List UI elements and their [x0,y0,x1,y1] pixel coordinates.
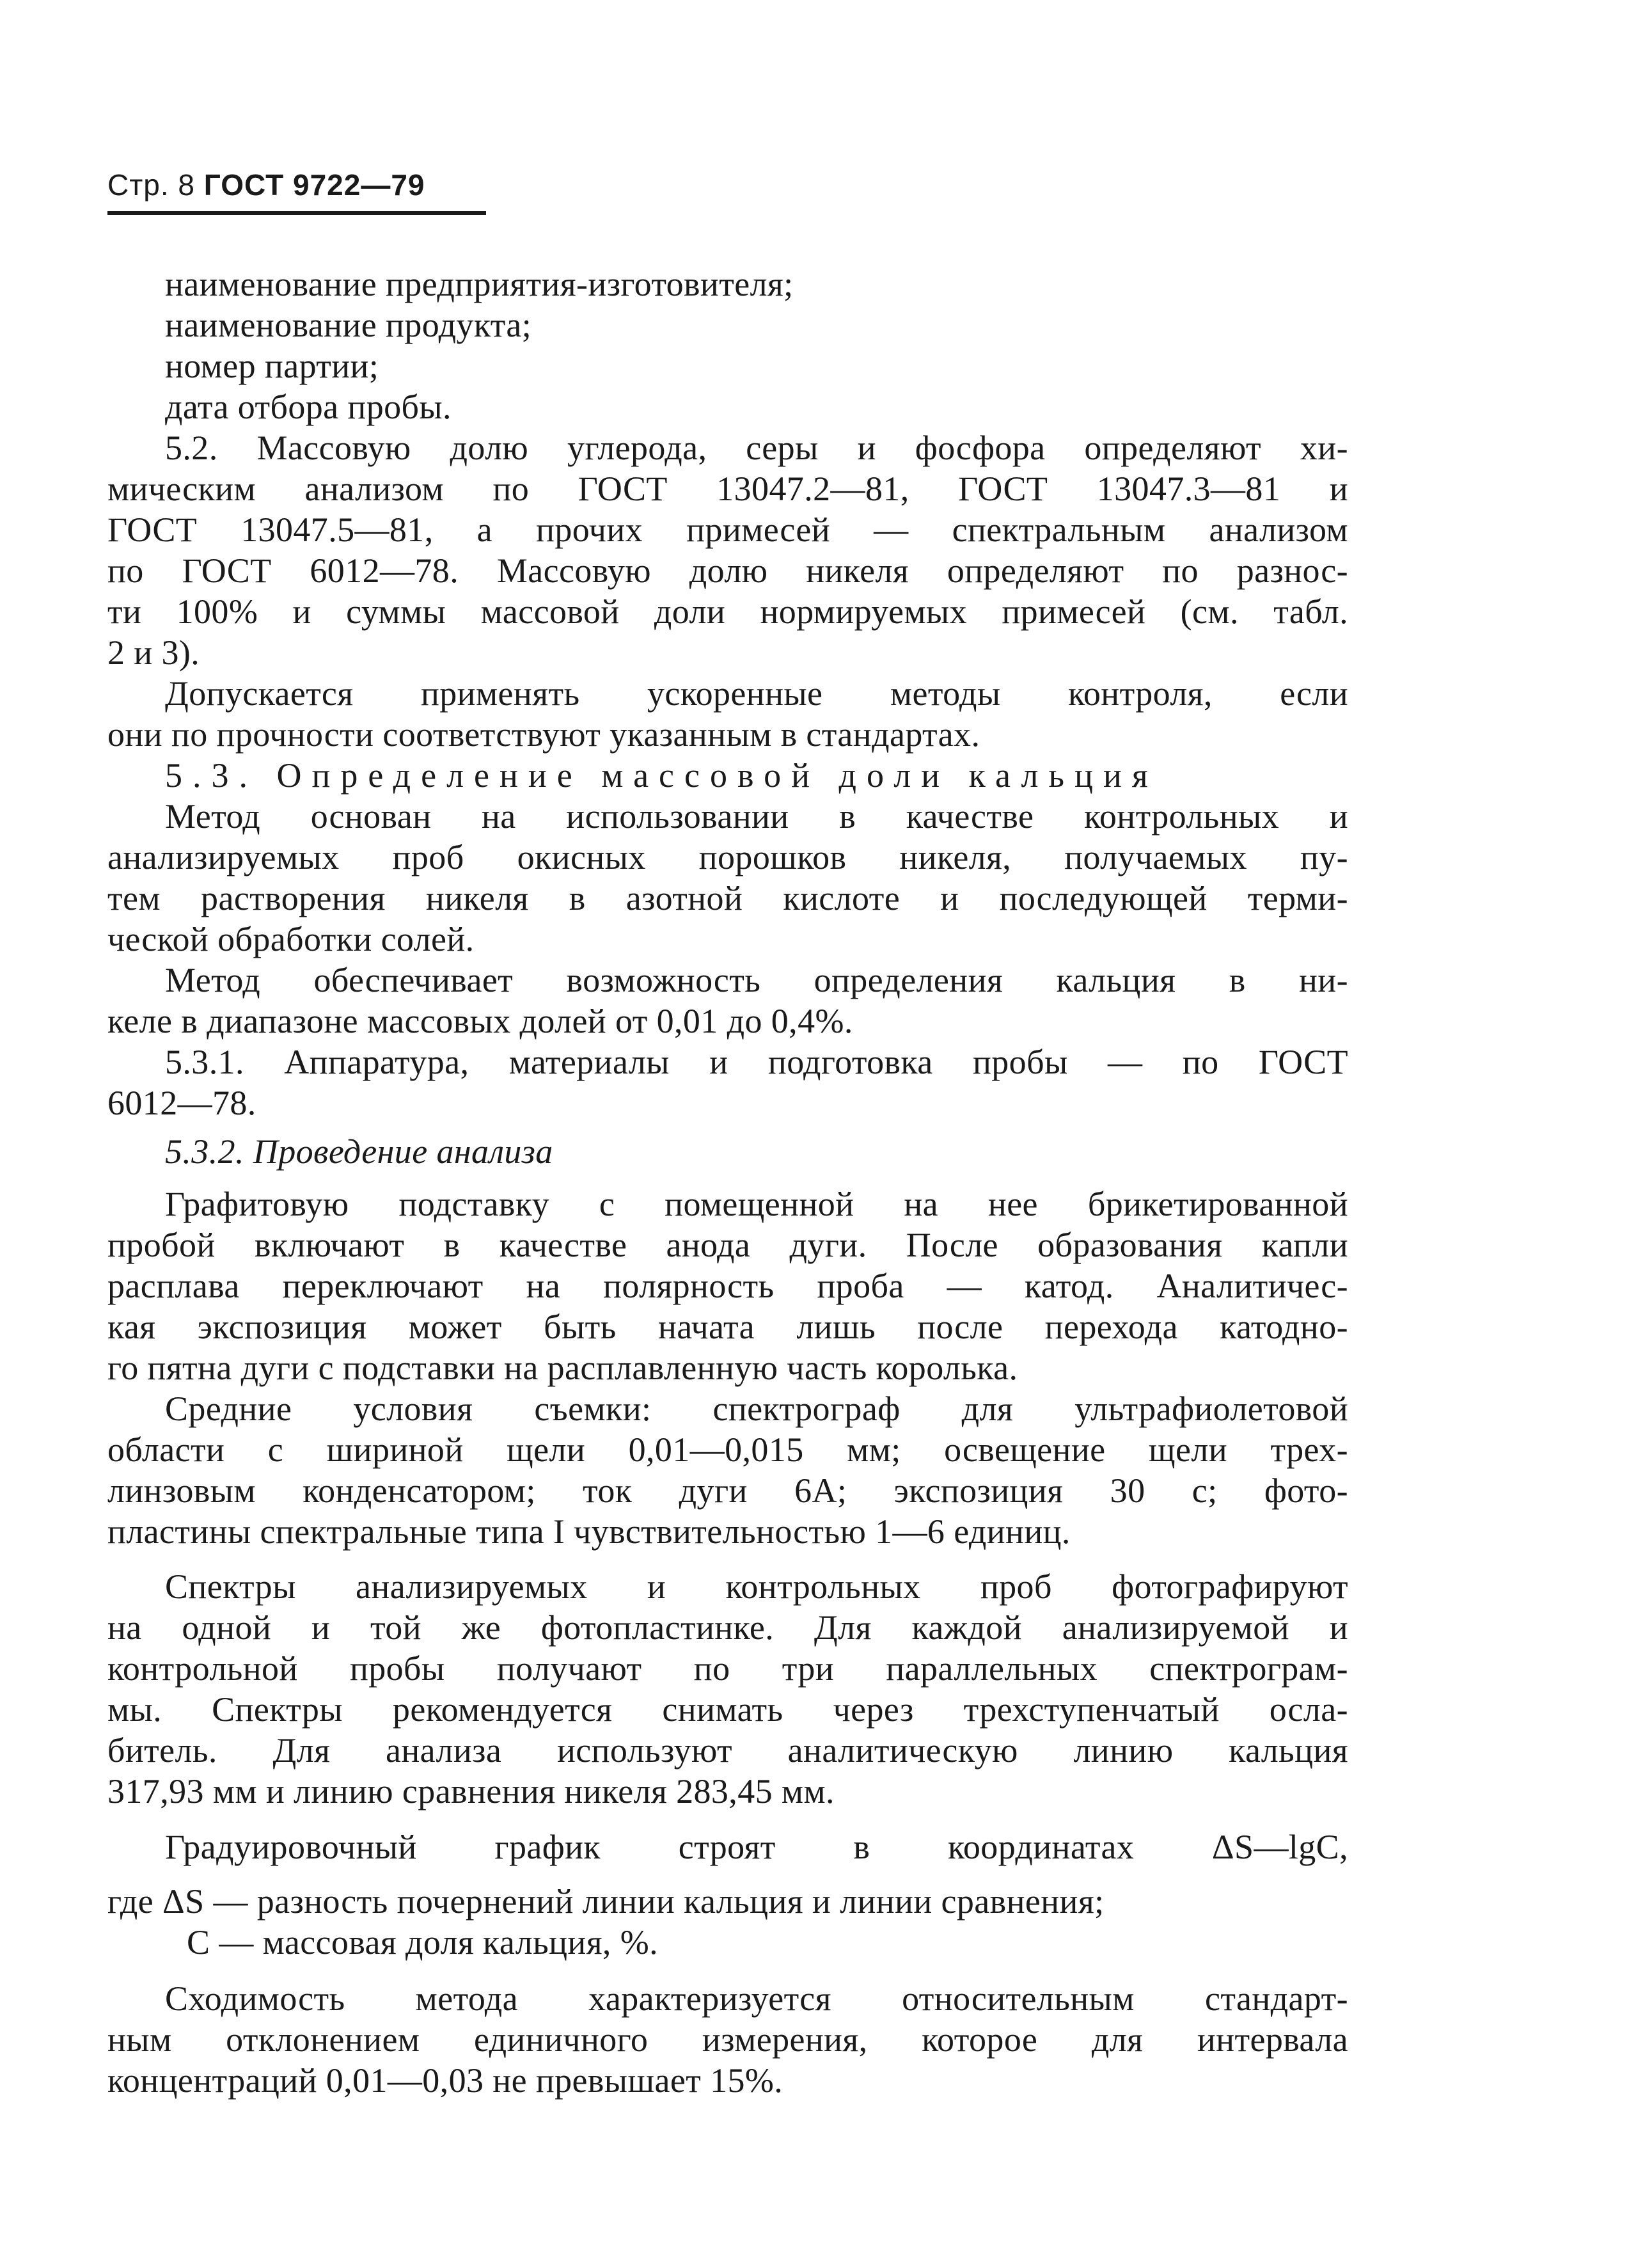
text-line: области с шириной щели 0,01—0,015 мм; освещение щели трех- [107,1430,1348,1469]
text-line: контрольной пробы получают по три параллельных спектрограм- [107,1649,1348,1688]
text-line: ГОСТ 13047.5—81, а прочих примесей — спектральным анализом [107,511,1348,549]
page-header [107,168,425,202]
text-line: ческой обработки солей. [107,920,475,958]
text-line: битель. Для анализа используют аналитическую линию кальция [107,1731,1348,1770]
text-line: они по прочности соответствуют указанным в стандартах. [107,715,980,754]
text-line: кая экспозиция может быть начата лишь после перехода катодно- [107,1308,1348,1346]
standard-designation: ГОСТ 9722—79 [203,168,425,202]
text-line: анализируемых проб окисных порошков никеля, получаемых пу- [107,838,1348,876]
text-line: пробой включают в качестве анода дуги. После образования капли [107,1226,1348,1264]
text-line: 2 и 3). [107,633,200,672]
text-line: на одной и той же фотопластинке. Для каждой анализируемой и [107,1608,1348,1647]
text-line: 6012—78. [107,1084,256,1122]
text-line: тем растворения никеля в азотной кислоте и последующей терми- [107,879,1348,917]
text-line: Спектры анализируемых и контрольных проб фотографируют [165,1567,1348,1606]
text-line: Допускается применять ускоренные методы контроля, если [165,674,1348,713]
text-line: Метод основан на использовании в качестве контрольных и [165,797,1348,836]
text-line: концентраций 0,01—0,03 не превышает 15%. [107,2061,783,2100]
text-line: Средние условия съемки: спектрограф для ультрафиолетовой [165,1390,1348,1428]
text-line: номер партии; [165,347,379,385]
formula-line: Градуировочный график строят в координатах ΔS—lgC, [165,1828,1348,1866]
text-line: наименование предприятия-изготовителя; [165,265,794,303]
subsection-heading: 5.3.2. Проведение анализа [165,1132,553,1171]
text-line: мы. Спектры рекомендуется снимать через трехступенчатый осла- [107,1690,1348,1729]
formula-definition: где ΔS — разность почернений линии кальция и линии сравнения; [107,1882,1105,1921]
page-number: Стр. 8 [107,168,196,202]
header-rule [107,211,486,215]
text-line: по ГОСТ 6012—78. Массовую долю никеля определяют по разнос- [107,551,1348,590]
text-line: го пятна дуги с подставки на расплавленную часть королька. [107,1349,1018,1387]
formula-definition: C — массовая доля кальция, %. [187,1923,659,1961]
text-line: дата отбора пробы. [165,388,452,426]
text-line: мическим анализом по ГОСТ 13047.2—81, ГОСТ 13047.3—81 и [107,470,1348,508]
text-line: келе в диапазоне массовых долей от 0,01 до 0,4%. [107,1002,853,1040]
text-line: ным отклонением единичного измерения, которое для интервала [107,2020,1348,2059]
text-line: линзовым конденсатором; ток дуги 6А; экспозиция 30 с; фото- [107,1471,1348,1510]
text-line: Сходимость метода характеризуется относительным стандарт- [165,1979,1348,2018]
text-line: ти 100% и суммы массовой доли нормируемых примесей (см. табл. [107,592,1348,631]
text-line: наименование продукта; [165,306,532,344]
text-line: пластины спектральные типа I чувствительностью 1—6 единиц. [107,1512,1071,1551]
text-line: 5.2. Массовую долю углерода, серы и фосфора определяют хи- [165,429,1348,467]
text-line: Метод обеспечивает возможность определения кальция в ни- [165,961,1348,999]
text-line: Графитовую подставку с помещенной на нее брикетированной [165,1185,1348,1223]
text-line: 5.3.1. Аппаратура, материалы и подготовка пробы — по ГОСТ [165,1043,1348,1081]
section-heading: 5.3. Определение массовой доли кальция [165,756,1158,795]
text-line: 317,93 мм и линию сравнения никеля 283,45 мм. [107,1772,835,1810]
text-line: расплава переключают на полярность проба — катод. Аналитичес- [107,1267,1348,1305]
